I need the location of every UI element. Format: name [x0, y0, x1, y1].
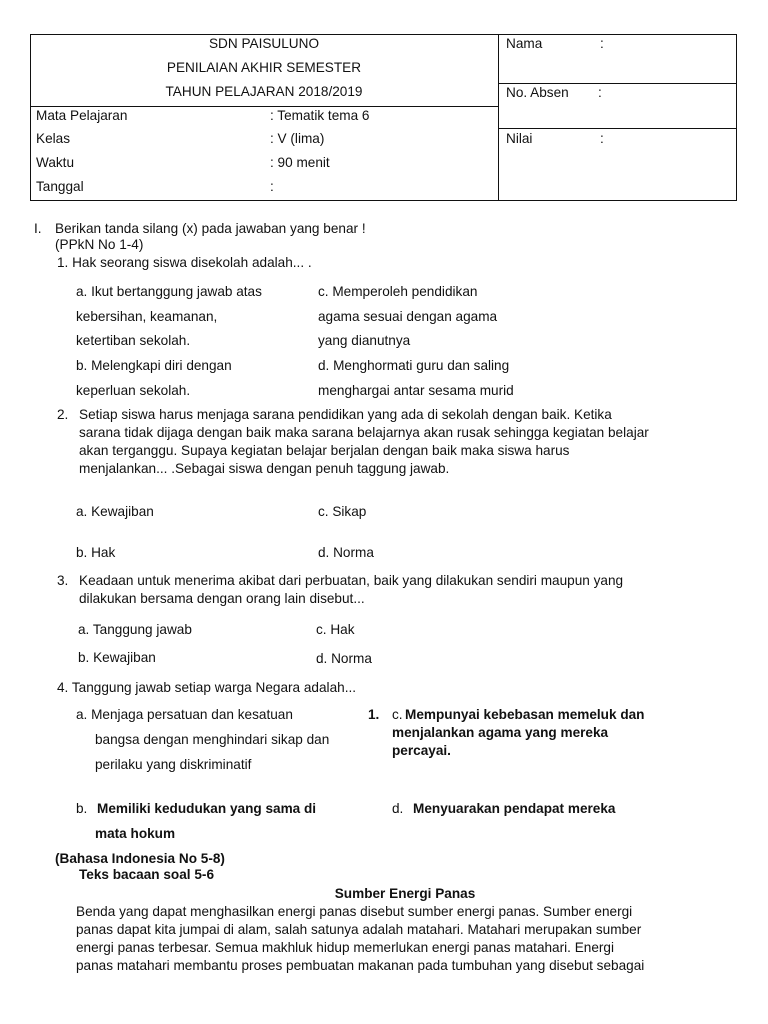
- question-3-text: Keadaan untuk menerima akibat dari perbuatan, baik yang dilakukan sendiri maupun yang: [79, 573, 624, 588]
- subject-label: (Bahasa Indonesia No 5-8): [55, 851, 225, 866]
- question-3-text: dilakukan bersama dengan orang lain disebut...: [79, 591, 365, 606]
- question-2-text: sarana tidak dijaga dengan baik maka sarana belajarnya akan rusak sehingga kegiatan belajar: [79, 425, 649, 440]
- student-name-label: Nama: [506, 36, 543, 51]
- option-d: d. Norma: [318, 545, 374, 560]
- option-d: d. Menghormati guru dan saling: [318, 358, 510, 373]
- reading-paragraph: Benda yang dapat menghasilkan energi panas disebut sumber energi panas. Sumber energi: [76, 904, 633, 919]
- option-a: a. Menjaga persatuan dan kesatuan: [76, 707, 293, 722]
- option-b: b. Melengkapi diri dengan: [76, 358, 232, 373]
- option-b: keperluan sekolah.: [76, 383, 191, 398]
- question-1: 1. Hak seorang siswa disekolah adalah... .: [57, 255, 312, 270]
- option-c: percayai.: [392, 743, 451, 758]
- option-a: bangsa dengan menghindari sikap dan: [95, 732, 330, 747]
- option-c: c. Hak: [316, 622, 355, 637]
- reading-title: Sumber Energi Panas: [334, 886, 476, 901]
- subject-label: (PPkN No 1-4): [55, 237, 144, 252]
- option-a: kebersihan, keamanan,: [76, 309, 218, 324]
- student-rule-1: [498, 83, 737, 84]
- instruction: Berikan tanda silang (x) pada jawaban yang benar !: [55, 221, 366, 236]
- option-c: agama sesuai dengan agama: [318, 309, 498, 324]
- row-label: Waktu: [36, 155, 75, 170]
- question-2-text: akan terganggu. Supaya kegiatan belajar berjalan dengan baik maka siswa harus: [79, 443, 570, 458]
- student-colon: :: [600, 36, 604, 51]
- row-value: : Tematik tema 6: [270, 108, 370, 123]
- row-label: Mata Pelajaran: [36, 108, 128, 123]
- option-b: b. Hak: [76, 545, 116, 560]
- header-divider: [498, 34, 499, 201]
- option-c: menjalankan agama yang mereka: [392, 725, 609, 740]
- header-rule: [30, 106, 498, 107]
- row-value: : V (lima): [270, 131, 325, 146]
- option-d: menghargai antar sesama murid: [318, 383, 514, 398]
- option-c: yang dianutnya: [318, 333, 411, 348]
- reading-paragraph: panas matahari membantu proses pembuatan makanan pada tumbuhan yang disebut sebagai: [76, 958, 645, 973]
- option-b: Memiliki kedudukan yang sama di: [97, 801, 317, 816]
- question-2-text: menjalankan... .Sebagai siswa dengan penuh taggung jawab.: [79, 461, 450, 476]
- student-colon: :: [600, 131, 604, 146]
- school-name: SDN PAISULUNO: [208, 36, 320, 51]
- student-rule-2: [498, 128, 737, 129]
- option-c: c. Sikap: [318, 504, 367, 519]
- question-2-text: Setiap siswa harus menjaga sarana pendidikan yang ada di sekolah dengan baik. Ketika: [79, 407, 612, 422]
- option-b-prefix: b.: [76, 801, 88, 816]
- exam-title: PENILAIAN AKHIR SEMESTER: [166, 60, 362, 75]
- option-b: mata hokum: [95, 826, 176, 841]
- option-a: a. Ikut bertanggung jawab atas: [76, 284, 262, 299]
- option-c: c. Memperoleh pendidikan: [318, 284, 478, 299]
- option-c: Mempunyai kebebasan memeluk dan: [405, 707, 645, 722]
- option-b: b. Kewajiban: [78, 650, 156, 665]
- option-a: ketertiban sekolah.: [76, 333, 191, 348]
- row-value: : 90 menit: [270, 155, 330, 170]
- option-a: a. Tanggung jawab: [78, 622, 192, 637]
- section-number: I.: [34, 221, 42, 236]
- reading-paragraph: energi panas terbesar. Semua makhluk hidup memerlukan energi panas matahari. Energi: [76, 940, 615, 955]
- question-number: 3.: [57, 573, 69, 588]
- student-absen-label: No. Absen: [506, 85, 569, 100]
- row-label: Kelas: [36, 131, 71, 146]
- row-value: :: [270, 179, 274, 194]
- option-d-prefix: d.: [392, 801, 404, 816]
- list-number: 1.: [368, 707, 380, 722]
- option-c-prefix: c.: [392, 707, 403, 722]
- reading-label: Teks bacaan soal 5-6: [79, 867, 215, 882]
- option-a: perilaku yang diskriminatif: [95, 757, 252, 772]
- header-table: [30, 34, 737, 201]
- option-d: Menyuarakan pendapat mereka: [413, 801, 616, 816]
- question-4: 4. Tanggung jawab setiap warga Negara adalah...: [57, 680, 357, 695]
- reading-paragraph: panas dapat kita jumpai di alam, salah satunya adalah matahari. Matahari merupakan sumber: [76, 922, 642, 937]
- school-year: TAHUN PELAJARAN 2018/2019: [165, 84, 363, 99]
- student-score-label: Nilai: [506, 131, 533, 146]
- question-number: 2.: [57, 407, 69, 422]
- option-d: d. Norma: [316, 651, 372, 666]
- row-label: Tanggal: [36, 179, 84, 194]
- option-a: a. Kewajiban: [76, 504, 154, 519]
- student-colon: :: [598, 85, 602, 100]
